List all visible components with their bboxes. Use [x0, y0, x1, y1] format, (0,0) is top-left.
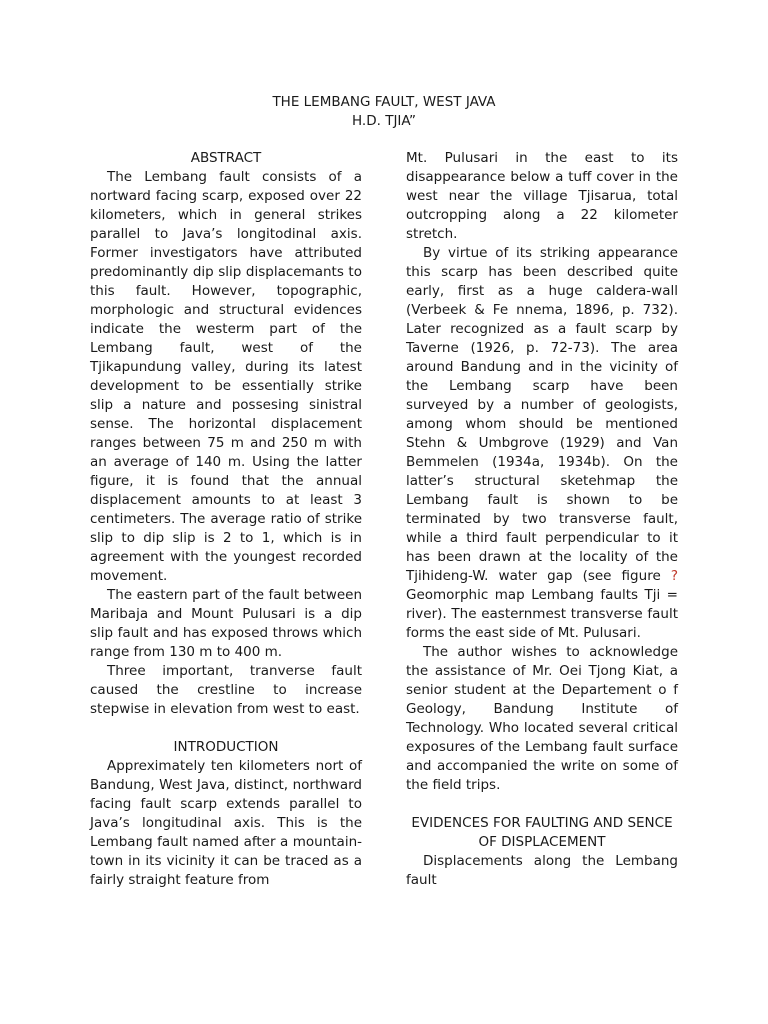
abstract-heading: ABSTRACT	[190, 150, 262, 166]
history-paragraph-tail: Geomorphic map Lembang faults Tji = river). The easternmest transverse fault forms the east side of Mt. Pulusari.	[406, 587, 678, 641]
document-title: THE LEMBANG FAULT, WEST JAVA	[272, 94, 496, 110]
introduction-heading: INTRODUCTION	[173, 739, 279, 755]
acknowledgement-paragraph: The author wishes to acknowledge the assistance of Mr. Oei Tjong Kiat, a senior student at the Departement o f Geology, Bandung Institute of Technology. Who located several critical exposures of the Lembang fault surface and accompanied the write on some of the field trips.	[406, 644, 678, 793]
abstract-paragraph-2: The eastern part of the fault between Maribaja and Mount Pulusari is a dip slip fault and has exposed throws which range from 130 m to 400 m.	[90, 587, 362, 660]
spacer	[90, 719, 362, 738]
evidences-heading: EVIDENCES FOR FAULTING AND SENCE OF DISPLACEMENT	[411, 815, 673, 850]
introduction-paragraph-1: Appreximately ten kilometers nort of Bandung, West Java, distinct, northward facing fault scarp extends parallel to Java’s longitudinal axis. This is the Lembang fault named after a mountain-town in its vicinity it can be traced as a fairly straight feature from	[90, 758, 362, 888]
history-paragraph-text: By virtue of its striking appearance this scarp has been described quite early, first as a huge caldera-wall (Verbeek & Fe nnema, 1896, p. 732). Later recognized as a fault scarp by Taverne (1926, p. 72-73). The area around Bandung and in the vicinity of the Lembang scarp have been surveyed by a number of geologists, among whom should be mentioned Stehn & Umbgrove (1929) and Van Bemmelen (1934a, 1934b). On the latter’s structural sketehmap the Lembang fault is shown to be terminated by two transverse fault, while a third fault perpendicular to it has been drawn at the locality of the Tjihideng-W. water gap (see figure	[406, 245, 678, 584]
left-column	[90, 149, 362, 890]
figure-reference-mark: ?	[670, 568, 678, 584]
abstract-paragraph-1: The Lembang fault consists of a nortward facing scarp, exposed over 22 kilometers, which in general strikes parallel to Java’s longitodinal axis. Former investigators have attributed predominantly dip slip displacemants to this fault. However, topographic, morphologic and structural evidences indicate the westerm part of the Lembang fault, west of the Tjikapundung valley, during its latest development to be essentially strike slip a nature and possesing sinistral sense. The horizontal displacement ranges between 75 m and 250 m with an average of 140 m. Using the latter figure, it is found that the annual displacement amounts to at least 3 centimeters. The average ratio of strike slip to dip slip is 2 to 1, which is in agreement with the youngest recorded movement.	[90, 169, 362, 584]
history-paragraph	[406, 244, 678, 643]
title-block	[0, 93, 768, 131]
abstract-paragraph-3: Three important, tranverse fault caused the crestline to increase stepwise in elevation from west to east.	[90, 663, 362, 717]
evidences-paragraph-1: Displacements along the Lembang fault	[406, 853, 678, 888]
continuation-paragraph: Mt. Pulusari in the east to its disappearance below a tuff cover in the west near the village Tjisarua, total outcropping along a 22 kilometer stretch.	[406, 150, 678, 242]
spacer	[406, 795, 678, 814]
right-column	[406, 149, 678, 890]
document-author: H.D. TJIA”	[352, 113, 416, 129]
